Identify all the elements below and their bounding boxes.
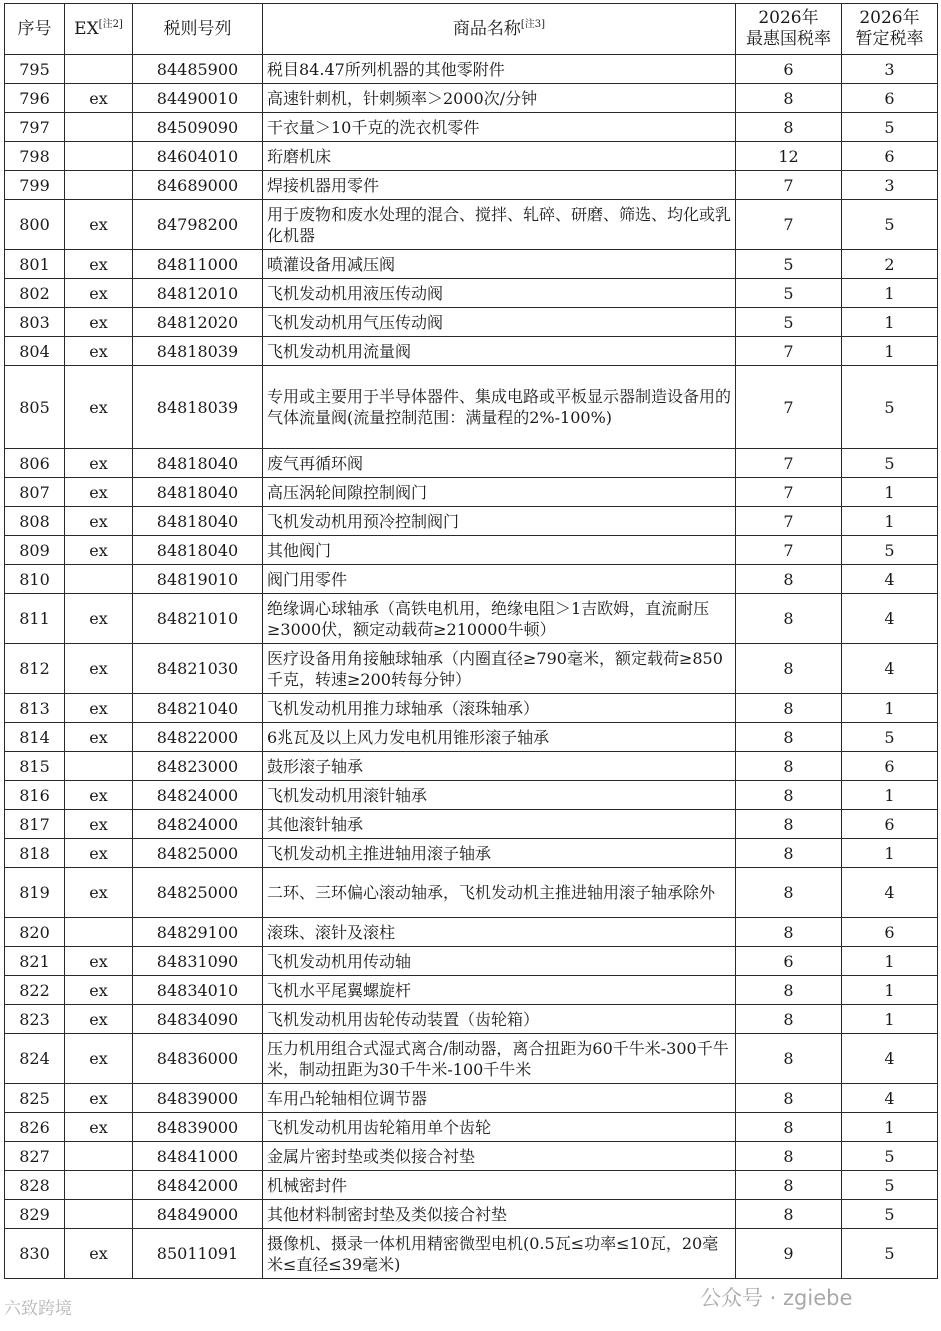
table-row — [5, 507, 938, 536]
cell-name: 飞机发动机用气压传动阀 — [263, 308, 736, 337]
cell-name: 高速针刺机，针刺频率＞2000次/分钟 — [263, 84, 736, 113]
cell-name: 专用或主要用于半导体器件、集成电路或平板显示器制造设备用的气体流量阀(流量控制范围：满量程的2%-100%) — [263, 366, 736, 449]
cell-provisional-rate: 6 — [842, 810, 938, 839]
cell-code: 84821040 — [133, 694, 263, 723]
cell-ex — [65, 113, 133, 142]
cell-mfn-rate: 7 — [736, 507, 842, 536]
table-header — [5, 4, 938, 55]
table-body — [5, 55, 938, 1279]
cell-name: 干衣量＞10千克的洗衣机零件 — [263, 113, 736, 142]
cell-ex — [65, 142, 133, 171]
cell-provisional-rate: 6 — [842, 142, 938, 171]
cell-ex: ex — [65, 839, 133, 868]
cell-code: 84689000 — [133, 171, 263, 200]
table-row — [5, 644, 938, 694]
cell-seq: 805 — [5, 366, 65, 449]
cell-ex — [65, 1200, 133, 1229]
cell-code: 84841000 — [133, 1142, 263, 1171]
cell-code: 84818039 — [133, 337, 263, 366]
cell-ex — [65, 1142, 133, 1171]
cell-mfn-rate: 6 — [736, 55, 842, 84]
table-row — [5, 536, 938, 565]
table-row — [5, 279, 938, 308]
table-row — [5, 947, 938, 976]
cell-ex: ex — [65, 337, 133, 366]
cell-provisional-rate: 4 — [842, 594, 938, 644]
cell-seq: 809 — [5, 536, 65, 565]
cell-code: 84821010 — [133, 594, 263, 644]
cell-code: 84812020 — [133, 308, 263, 337]
cell-name: 压力机用组合式湿式离合/制动器，离合扭距为60千牛米-300千牛米，制动扭距为30千牛米-100千牛米 — [263, 1034, 736, 1084]
cell-mfn-rate: 7 — [736, 337, 842, 366]
cell-mfn-rate: 7 — [736, 171, 842, 200]
cell-ex: ex — [65, 308, 133, 337]
watermark-right: 公众号 · zgiebe — [700, 1286, 853, 1310]
cell-name: 喷灌设备用减压阀 — [263, 250, 736, 279]
header-ex-note: [注2] — [98, 18, 123, 30]
cell-seq: 821 — [5, 947, 65, 976]
cell-code: 84818040 — [133, 449, 263, 478]
cell-code: 84485900 — [133, 55, 263, 84]
cell-seq: 806 — [5, 449, 65, 478]
cell-seq: 798 — [5, 142, 65, 171]
cell-code: 84825000 — [133, 839, 263, 868]
cell-mfn-rate: 8 — [736, 839, 842, 868]
cell-mfn-rate: 8 — [736, 84, 842, 113]
cell-code: 84823000 — [133, 752, 263, 781]
cell-ex: ex — [65, 868, 133, 918]
cell-ex: ex — [65, 1113, 133, 1142]
cell-provisional-rate: 4 — [842, 565, 938, 594]
tariff-table-page — [4, 3, 937, 1279]
cell-provisional-rate: 5 — [842, 1171, 938, 1200]
cell-mfn-rate: 8 — [736, 1034, 842, 1084]
table-row — [5, 594, 938, 644]
cell-seq: 811 — [5, 594, 65, 644]
cell-seq: 825 — [5, 1084, 65, 1113]
cell-name: 绝缘调心球轴承（高铁电机用，绝缘电阻＞1吉欧姆，直流耐压≥3000伏，额定动载荷≥210000牛顿） — [263, 594, 736, 644]
cell-name: 用于废物和废水处理的混合、搅拌、轧碎、研磨、筛选、均化或乳化机器 — [263, 200, 736, 250]
cell-name: 飞机发动机主推进轴用滚子轴承 — [263, 839, 736, 868]
cell-code: 84509090 — [133, 113, 263, 142]
cell-code: 84834090 — [133, 1005, 263, 1034]
cell-name: 医疗设备用角接触球轴承（内圈直径≥790毫米，额定载荷≥850千克，转速≥200转每分钟） — [263, 644, 736, 694]
cell-ex: ex — [65, 536, 133, 565]
table-row — [5, 723, 938, 752]
cell-provisional-rate: 5 — [842, 113, 938, 142]
cell-seq: 801 — [5, 250, 65, 279]
cell-ex: ex — [65, 947, 133, 976]
cell-mfn-rate: 9 — [736, 1229, 842, 1279]
cell-ex — [65, 55, 133, 84]
cell-code: 84811000 — [133, 250, 263, 279]
table-row — [5, 1034, 938, 1084]
cell-code: 84836000 — [133, 1034, 263, 1084]
cell-ex: ex — [65, 250, 133, 279]
cell-seq: 826 — [5, 1113, 65, 1142]
cell-provisional-rate: 3 — [842, 55, 938, 84]
cell-name: 摄像机、摄录一体机用精密微型电机(0.5瓦≤功率≤10瓦，20毫米≤直径≤39毫米) — [263, 1229, 736, 1279]
cell-provisional-rate: 1 — [842, 694, 938, 723]
cell-seq: 819 — [5, 868, 65, 918]
cell-provisional-rate: 4 — [842, 868, 938, 918]
cell-seq: 814 — [5, 723, 65, 752]
cell-mfn-rate: 8 — [736, 976, 842, 1005]
cell-provisional-rate: 5 — [842, 1142, 938, 1171]
cell-mfn-rate: 8 — [736, 752, 842, 781]
cell-code: 84490010 — [133, 84, 263, 113]
header-code: 税则号列 — [133, 4, 263, 55]
cell-name: 税目84.47所列机器的其他零附件 — [263, 55, 736, 84]
cell-code: 84829100 — [133, 918, 263, 947]
table-row — [5, 1113, 938, 1142]
table-row — [5, 337, 938, 366]
table-row — [5, 976, 938, 1005]
cell-provisional-rate: 1 — [842, 947, 938, 976]
cell-ex — [65, 752, 133, 781]
cell-code: 84822000 — [133, 723, 263, 752]
cell-provisional-rate: 1 — [842, 337, 938, 366]
cell-provisional-rate: 3 — [842, 171, 938, 200]
cell-name: 飞机发动机用预冷控制阀门 — [263, 507, 736, 536]
cell-provisional-rate: 2 — [842, 250, 938, 279]
cell-seq: 800 — [5, 200, 65, 250]
cell-name: 飞机发动机用传动轴 — [263, 947, 736, 976]
cell-mfn-rate: 8 — [736, 810, 842, 839]
cell-mfn-rate: 7 — [736, 200, 842, 250]
cell-mfn-rate: 8 — [736, 723, 842, 752]
cell-seq: 796 — [5, 84, 65, 113]
cell-code: 84798200 — [133, 200, 263, 250]
cell-provisional-rate: 5 — [842, 366, 938, 449]
cell-name: 飞机发动机用推力球轴承（滚珠轴承） — [263, 694, 736, 723]
cell-ex — [65, 171, 133, 200]
cell-ex: ex — [65, 1084, 133, 1113]
cell-ex — [65, 565, 133, 594]
cell-code: 84824000 — [133, 781, 263, 810]
cell-ex: ex — [65, 694, 133, 723]
cell-provisional-rate: 1 — [842, 478, 938, 507]
cell-mfn-rate: 8 — [736, 1142, 842, 1171]
cell-provisional-rate: 4 — [842, 644, 938, 694]
cell-seq: 828 — [5, 1171, 65, 1200]
table-row — [5, 250, 938, 279]
cell-provisional-rate: 1 — [842, 1005, 938, 1034]
cell-seq: 804 — [5, 337, 65, 366]
cell-code: 84834010 — [133, 976, 263, 1005]
table-row — [5, 113, 938, 142]
cell-mfn-rate: 5 — [736, 250, 842, 279]
cell-code: 84818040 — [133, 536, 263, 565]
cell-ex: ex — [65, 507, 133, 536]
cell-name: 金属片密封垫或类似接合衬垫 — [263, 1142, 736, 1171]
table-row — [5, 810, 938, 839]
cell-ex: ex — [65, 723, 133, 752]
cell-name: 其他材料制密封垫及类似接合衬垫 — [263, 1200, 736, 1229]
table-row — [5, 752, 938, 781]
cell-mfn-rate: 8 — [736, 1084, 842, 1113]
cell-mfn-rate: 8 — [736, 694, 842, 723]
cell-seq: 822 — [5, 976, 65, 1005]
cell-name: 鼓形滚子轴承 — [263, 752, 736, 781]
cell-ex: ex — [65, 810, 133, 839]
cell-provisional-rate: 1 — [842, 1113, 938, 1142]
watermark-left: 六致跨境 — [4, 1299, 72, 1319]
cell-name: 飞机水平尾翼螺旋杆 — [263, 976, 736, 1005]
cell-name: 飞机发动机用齿轮箱用单个齿轮 — [263, 1113, 736, 1142]
cell-name: 飞机发动机用流量阀 — [263, 337, 736, 366]
header-ex: EX[注2] — [65, 4, 133, 55]
table-row — [5, 1229, 938, 1279]
cell-provisional-rate: 1 — [842, 507, 938, 536]
cell-name: 废气再循环阀 — [263, 449, 736, 478]
cell-code: 84821030 — [133, 644, 263, 694]
table-row — [5, 449, 938, 478]
cell-seq: 815 — [5, 752, 65, 781]
cell-ex: ex — [65, 1034, 133, 1084]
table-row — [5, 55, 938, 84]
table-row — [5, 839, 938, 868]
cell-name: 机械密封件 — [263, 1171, 736, 1200]
cell-code: 84839000 — [133, 1084, 263, 1113]
cell-name: 飞机发动机用齿轮传动装置（齿轮箱） — [263, 1005, 736, 1034]
cell-ex: ex — [65, 279, 133, 308]
cell-seq: 795 — [5, 55, 65, 84]
cell-seq: 813 — [5, 694, 65, 723]
cell-ex: ex — [65, 1229, 133, 1279]
cell-mfn-rate: 8 — [736, 781, 842, 810]
cell-code: 84604010 — [133, 142, 263, 171]
cell-ex: ex — [65, 200, 133, 250]
cell-name: 飞机发动机用液压传动阀 — [263, 279, 736, 308]
cell-mfn-rate: 7 — [736, 536, 842, 565]
cell-name: 其他阀门 — [263, 536, 736, 565]
cell-ex: ex — [65, 594, 133, 644]
cell-provisional-rate: 6 — [842, 752, 938, 781]
cell-mfn-rate: 5 — [736, 279, 842, 308]
cell-provisional-rate: 5 — [842, 1229, 938, 1279]
cell-ex: ex — [65, 781, 133, 810]
cell-provisional-rate: 4 — [842, 1034, 938, 1084]
cell-seq: 830 — [5, 1229, 65, 1279]
cell-seq: 808 — [5, 507, 65, 536]
cell-name: 车用凸轮轴相位调节器 — [263, 1084, 736, 1113]
cell-code: 84818040 — [133, 478, 263, 507]
cell-mfn-rate: 8 — [736, 868, 842, 918]
cell-name: 阀门用零件 — [263, 565, 736, 594]
cell-provisional-rate: 1 — [842, 308, 938, 337]
cell-name: 高压涡轮间隙控制阀门 — [263, 478, 736, 507]
cell-seq: 816 — [5, 781, 65, 810]
cell-code: 84818039 — [133, 366, 263, 449]
cell-code: 84825000 — [133, 868, 263, 918]
cell-provisional-rate: 1 — [842, 976, 938, 1005]
cell-ex — [65, 1171, 133, 1200]
cell-provisional-rate: 5 — [842, 536, 938, 565]
table-row — [5, 478, 938, 507]
table-row — [5, 565, 938, 594]
cell-seq: 818 — [5, 839, 65, 868]
cell-mfn-rate: 7 — [736, 478, 842, 507]
cell-name: 焊接机器用零件 — [263, 171, 736, 200]
cell-mfn-rate: 7 — [736, 449, 842, 478]
cell-seq: 799 — [5, 171, 65, 200]
header-name-note: [注3] — [520, 18, 546, 30]
table-row — [5, 142, 938, 171]
cell-mfn-rate: 8 — [736, 1005, 842, 1034]
cell-provisional-rate: 5 — [842, 200, 938, 250]
table-row — [5, 781, 938, 810]
header-mfn-rate: 2026年 最惠国税率 — [736, 4, 842, 55]
cell-name: 二环、三环偏心滚动轴承，飞机发动机主推进轴用滚子轴承除外 — [263, 868, 736, 918]
cell-name: 6兆瓦及以上风力发电机用锥形滚子轴承 — [263, 723, 736, 752]
cell-code: 84812010 — [133, 279, 263, 308]
cell-ex: ex — [65, 1005, 133, 1034]
cell-mfn-rate: 8 — [736, 565, 842, 594]
cell-provisional-rate: 5 — [842, 1200, 938, 1229]
table-row — [5, 84, 938, 113]
cell-provisional-rate: 6 — [842, 918, 938, 947]
cell-provisional-rate: 1 — [842, 781, 938, 810]
cell-ex: ex — [65, 449, 133, 478]
header-name: 商品名称[注3] — [263, 4, 736, 55]
cell-provisional-rate: 5 — [842, 723, 938, 752]
table-row — [5, 200, 938, 250]
table-row — [5, 1200, 938, 1229]
cell-mfn-rate: 8 — [736, 644, 842, 694]
table-row — [5, 918, 938, 947]
cell-code: 84839000 — [133, 1113, 263, 1142]
cell-mfn-rate: 6 — [736, 947, 842, 976]
cell-mfn-rate: 8 — [736, 1171, 842, 1200]
table-row — [5, 1005, 938, 1034]
cell-name: 珩磨机床 — [263, 142, 736, 171]
cell-seq: 810 — [5, 565, 65, 594]
header-seq: 序号 — [5, 4, 65, 55]
cell-provisional-rate: 5 — [842, 449, 938, 478]
cell-mfn-rate: 12 — [736, 142, 842, 171]
cell-ex: ex — [65, 478, 133, 507]
cell-mfn-rate: 8 — [736, 113, 842, 142]
cell-seq: 817 — [5, 810, 65, 839]
cell-provisional-rate: 4 — [842, 1084, 938, 1113]
cell-code: 84819010 — [133, 565, 263, 594]
cell-code: 85011091 — [133, 1229, 263, 1279]
cell-code: 84818040 — [133, 507, 263, 536]
cell-seq: 824 — [5, 1034, 65, 1084]
cell-provisional-rate: 1 — [842, 279, 938, 308]
cell-mfn-rate: 8 — [736, 594, 842, 644]
tariff-table — [4, 3, 938, 1279]
table-row — [5, 308, 938, 337]
cell-seq: 797 — [5, 113, 65, 142]
cell-ex: ex — [65, 644, 133, 694]
cell-seq: 807 — [5, 478, 65, 507]
cell-ex — [65, 918, 133, 947]
cell-ex: ex — [65, 84, 133, 113]
cell-seq: 827 — [5, 1142, 65, 1171]
header-provisional-rate: 2026年 暂定税率 — [842, 4, 938, 55]
cell-mfn-rate: 8 — [736, 1113, 842, 1142]
cell-code: 84842000 — [133, 1171, 263, 1200]
cell-name: 飞机发动机用滚针轴承 — [263, 781, 736, 810]
table-row — [5, 1171, 938, 1200]
cell-provisional-rate: 6 — [842, 84, 938, 113]
table-row — [5, 868, 938, 918]
cell-seq: 802 — [5, 279, 65, 308]
cell-mfn-rate: 8 — [736, 918, 842, 947]
table-row — [5, 1084, 938, 1113]
cell-seq: 823 — [5, 1005, 65, 1034]
cell-mfn-rate: 5 — [736, 308, 842, 337]
cell-seq: 812 — [5, 644, 65, 694]
cell-seq: 829 — [5, 1200, 65, 1229]
table-row — [5, 366, 938, 449]
cell-mfn-rate: 8 — [736, 1200, 842, 1229]
cell-mfn-rate: 7 — [736, 366, 842, 449]
table-row — [5, 171, 938, 200]
cell-code: 84831090 — [133, 947, 263, 976]
cell-name: 滚珠、滚针及滚柱 — [263, 918, 736, 947]
cell-provisional-rate: 1 — [842, 839, 938, 868]
cell-seq: 820 — [5, 918, 65, 947]
table-row — [5, 694, 938, 723]
cell-name: 其他滚针轴承 — [263, 810, 736, 839]
cell-ex: ex — [65, 976, 133, 1005]
table-row — [5, 1142, 938, 1171]
cell-ex: ex — [65, 366, 133, 449]
cell-seq: 803 — [5, 308, 65, 337]
cell-code: 84849000 — [133, 1200, 263, 1229]
cell-code: 84824000 — [133, 810, 263, 839]
